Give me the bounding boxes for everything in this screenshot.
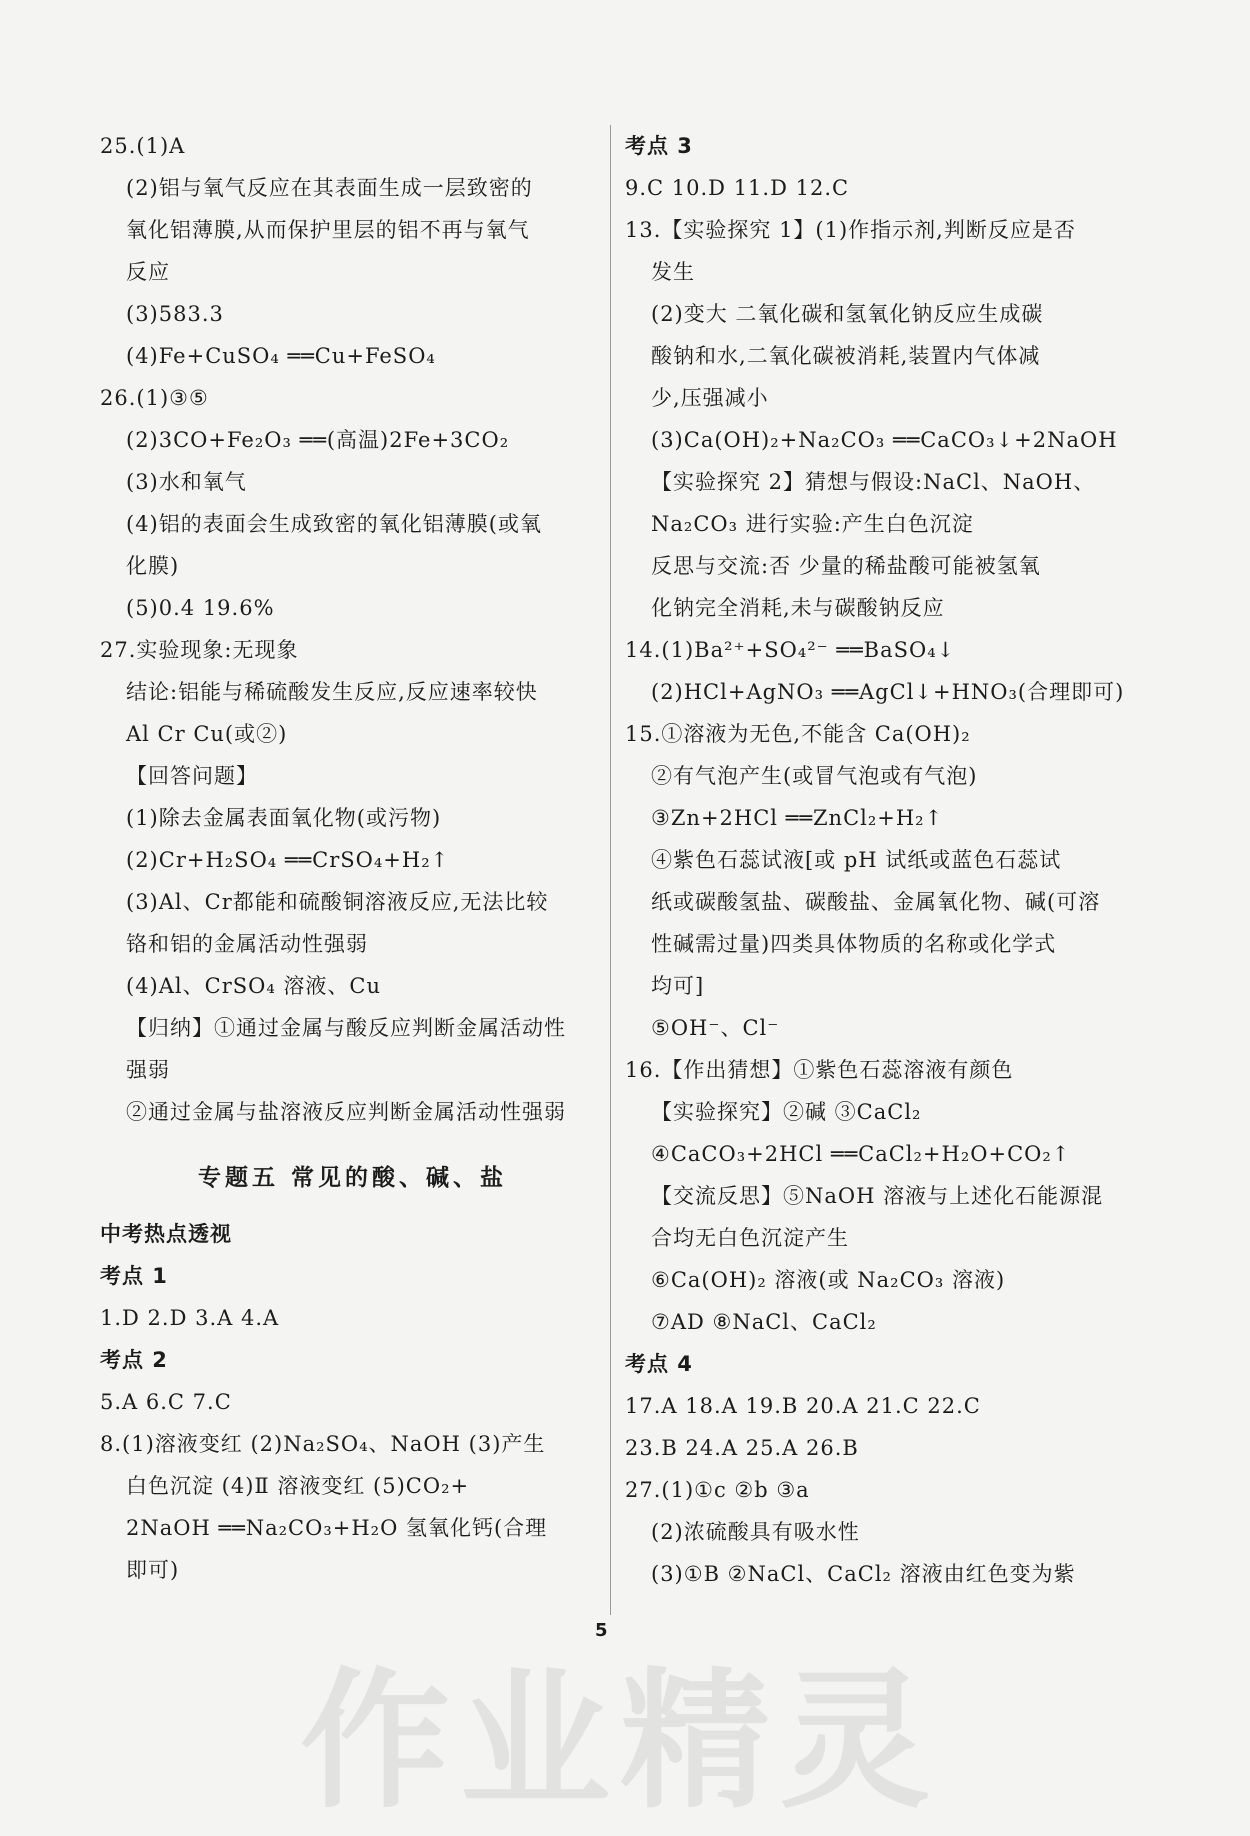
answer-line: 化钠完全消耗,未与碳酸钠反应	[651, 596, 945, 620]
answer-line: ⑤OH⁻、Cl⁻	[651, 1016, 780, 1040]
answer-line: 考点 2	[100, 1348, 168, 1372]
answer-line: ④紫色石蕊试液[或 pH 试纸或蓝色石蕊试	[651, 848, 1062, 872]
answer-line: 26.(1)③⑤	[100, 386, 209, 410]
answer-line: 考点 4	[625, 1352, 693, 1376]
answer-line: 9.C 10.D 11.D 12.C	[625, 176, 850, 200]
answer-line: 【归纳】①通过金属与酸反应判断金属活动性	[126, 1016, 566, 1040]
answer-line: (2)3CO+Fe₂O₃ ══(高温)2Fe+3CO₂	[126, 428, 510, 452]
answer-line: ②有气泡产生(或冒气泡或有气泡)	[651, 764, 978, 788]
answer-line: 8.(1)溶液变红 (2)Na₂SO₄、NaOH (3)产生	[100, 1432, 546, 1456]
answer-line: 结论:铝能与稀硫酸发生反应,反应速率较快	[126, 680, 538, 704]
answer-line: Na₂CO₃ 进行实验:产生白色沉淀	[651, 512, 974, 536]
answer-line: (3)水和氧气	[126, 470, 247, 494]
answer-line: 15.①溶液为无色,不能含 Ca(OH)₂	[625, 722, 971, 746]
answer-line: ⑦AD ⑧NaCl、CaCl₂	[651, 1310, 877, 1334]
answer-line: 化膜)	[126, 554, 180, 578]
answer-line: 23.B 24.A 25.A 26.B	[625, 1436, 859, 1460]
answer-line: 发生	[651, 260, 695, 284]
answer-line: 27.(1)①c ②b ③a	[625, 1478, 810, 1502]
answer-line: Al Cr Cu(或②)	[126, 722, 288, 746]
answer-line: 【实验探究 2】猜想与假设:NaCl、NaOH、	[651, 470, 1096, 494]
answer-line: 合均无白色沉淀产生	[651, 1226, 849, 1250]
answer-line: (4)铝的表面会生成致密的氧化铝薄膜(或氧	[126, 512, 542, 536]
answer-line: (1)除去金属表面氧化物(或污物)	[126, 806, 442, 830]
answer-line: 27.实验现象:无现象	[100, 638, 299, 662]
answer-line: 白色沉淀 (4)Ⅱ 溶液变红 (5)CO₂+	[126, 1474, 470, 1498]
answer-line: (2)变大 二氧化碳和氢氧化钠反应生成碳	[651, 302, 1044, 326]
answer-line: ②通过金属与盐溶液反应判断金属活动性强弱	[126, 1100, 566, 1124]
answer-line: 考点 3	[625, 134, 693, 158]
answer-line: 【回答问题】	[126, 764, 258, 788]
answer-line: ③Zn+2HCl ══ZnCl₂+H₂↑	[651, 806, 944, 830]
answer-line: 反应	[126, 260, 170, 284]
answer-line: ⑥Ca(OH)₂ 溶液(或 Na₂CO₃ 溶液)	[651, 1268, 1006, 1292]
answer-line: ④CaCO₃+2HCl ══CaCl₂+H₂O+CO₂↑	[651, 1142, 1071, 1166]
answer-line: (2)HCl+AgNO₃ ══AgCl↓+HNO₃(合理即可)	[651, 680, 1125, 704]
answer-line: (4)Al、CrSO₄ 溶液、Cu	[126, 974, 382, 998]
answer-line: 反思与交流:否 少量的稀盐酸可能被氢氧	[651, 554, 1041, 578]
answer-line: 即可)	[126, 1558, 180, 1582]
answer-line: 2NaOH ══Na₂CO₃+H₂O 氢氧化钙(合理	[126, 1516, 548, 1540]
answer-line: 【交流反思】⑤NaOH 溶液与上述化石能源混	[651, 1184, 1104, 1208]
answer-line: (2)Cr+H₂SO₄ ══CrSO₄+H₂↑	[126, 848, 450, 872]
answer-line: 均可]	[651, 974, 705, 998]
left-column	[100, 125, 605, 1591]
column-divider	[610, 125, 611, 1615]
answer-line: 考点 1	[100, 1264, 168, 1288]
answer-line: (3)583.3	[126, 302, 224, 326]
answer-line: 16.【作出猜想】①紫色石蕊溶液有颜色	[625, 1058, 1014, 1082]
answer-line: 少,压强减小	[651, 386, 769, 410]
answer-line: 25.(1)A	[100, 134, 186, 158]
answer-line: 纸或碳酸氢盐、碳酸盐、金属氧化物、碱(可溶	[651, 890, 1101, 914]
answer-line: (3)Al、Cr都能和硫酸铜溶液反应,无法比较	[126, 890, 549, 914]
answer-line: 5.A 6.C 7.C	[100, 1390, 232, 1414]
answer-line: 14.(1)Ba²⁺+SO₄²⁻ ══BaSO₄↓	[625, 638, 956, 662]
answer-line: 中考热点透视	[100, 1222, 232, 1246]
answer-line: 性碱需过量)四类具体物质的名称或化学式	[651, 932, 1057, 956]
answer-line: 【实验探究】②碱 ③CaCl₂	[651, 1100, 922, 1124]
answer-line: 氧化铝薄膜,从而保护里层的铝不再与氧气	[126, 218, 530, 242]
watermark: 作业精灵	[300, 1655, 941, 1829]
answer-line: (3)①B ②NaCl、CaCl₂ 溶液由红色变为紫	[651, 1562, 1076, 1586]
answer-line: (4)Fe+CuSO₄ ══Cu+FeSO₄	[126, 344, 436, 368]
answer-line: (2)浓硫酸具有吸水性	[651, 1520, 860, 1544]
page-number: 5	[595, 1620, 608, 1641]
right-column	[625, 125, 1135, 1595]
answer-line: 1.D 2.D 3.A 4.A	[100, 1306, 280, 1330]
answer-line: (2)铝与氧气反应在其表面生成一层致密的	[126, 176, 533, 200]
answer-line: 铬和铝的金属活动性强弱	[126, 932, 368, 956]
answer-line: 强弱	[126, 1058, 170, 1082]
answer-line: 17.A 18.A 19.B 20.A 21.C 22.C	[625, 1394, 981, 1418]
answer-line: (3)Ca(OH)₂+Na₂CO₃ ══CaCO₃↓+2NaOH	[651, 428, 1118, 452]
section-title: 专题五 常见的酸、碱、盐	[197, 1165, 507, 1191]
answer-line: 13.【实验探究 1】(1)作指示剂,判断反应是否	[625, 218, 1076, 242]
answer-line: (5)0.4 19.6%	[126, 596, 275, 620]
answer-line: 酸钠和水,二氧化碳被消耗,装置内气体减	[651, 344, 1041, 368]
